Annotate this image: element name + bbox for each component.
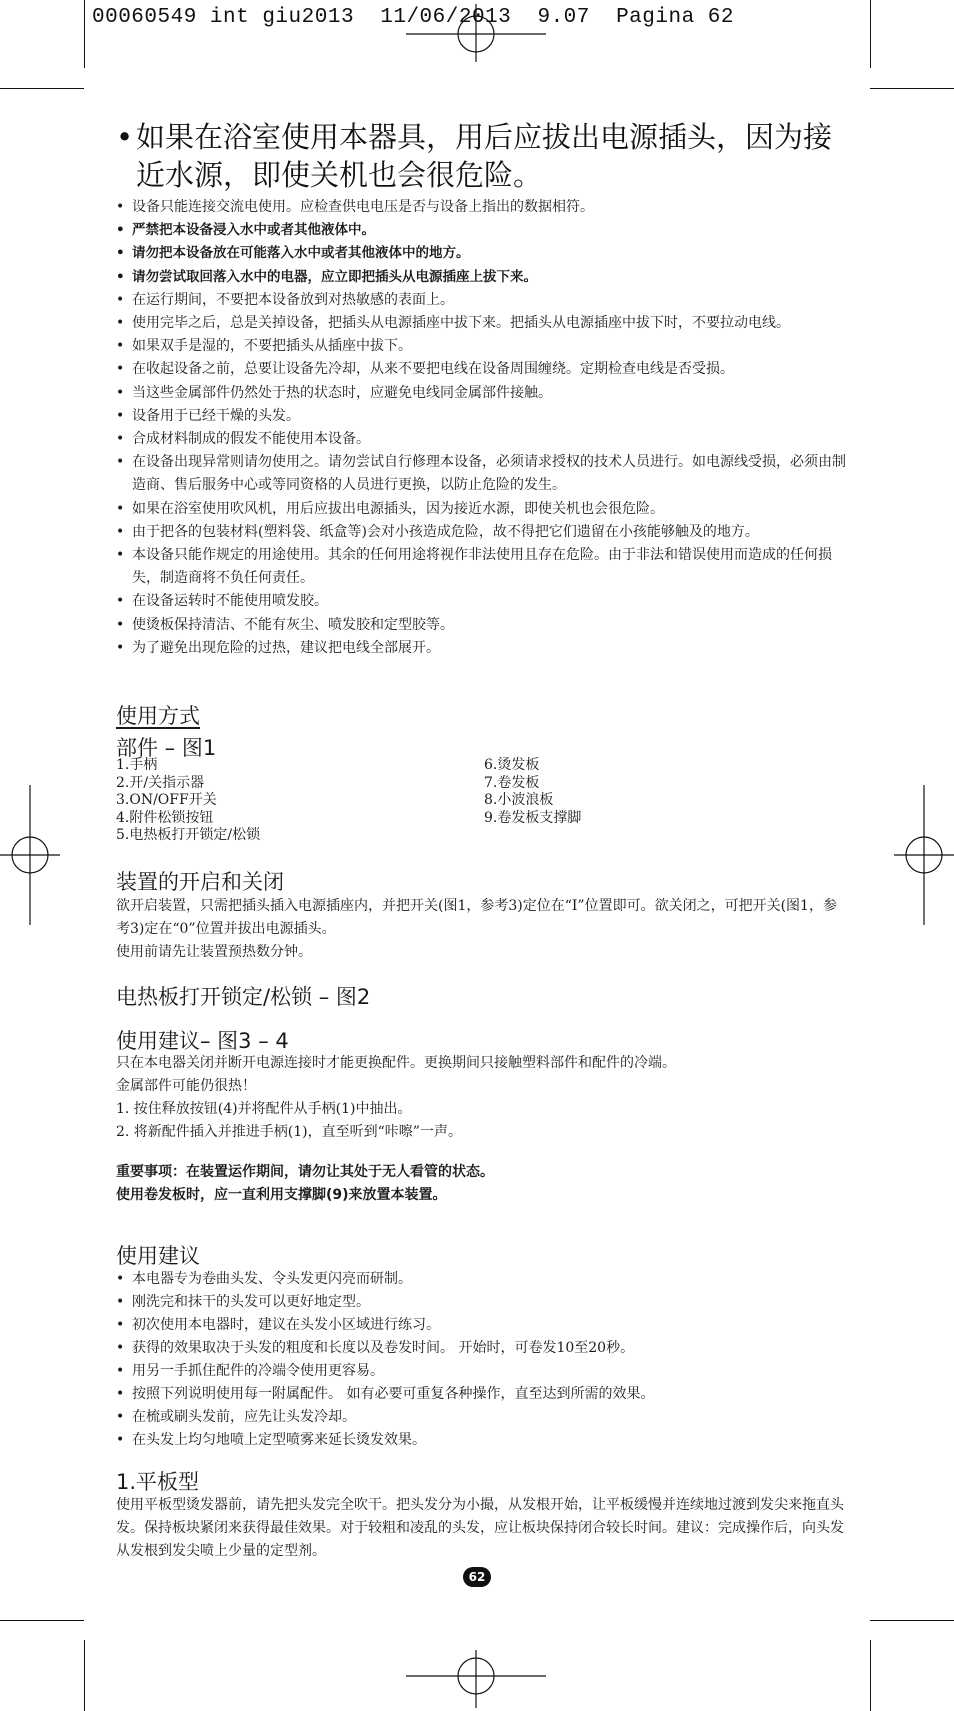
crop-mark [84, 1640, 85, 1711]
headline-text: 如果在浴室使用本器具，用后应拔出电源插头，因为接近水源，即使关机也会很危险。 [136, 120, 833, 192]
onoff-text: 欲开启装置，只需把插头插入电源插座内，并把开关(图1，参考3)定位在“I”位置即可。欲关闭之，可把开关(图1，参考3)定在“0”位置并拔出电源插头。 [116, 898, 837, 937]
crop-mark [0, 1620, 84, 1621]
usage-title: 使用方式 [116, 704, 200, 728]
crop-mark [0, 88, 84, 89]
list-item: • 本电器专为卷曲头发、令头发更闪亮而研制。 [116, 1268, 846, 1291]
advice-step: 1. 按住释放按钮(4)并将配件从手柄(1)中抽出。 [116, 1101, 412, 1117]
list-item: • 合成材料制成的假发不能使用本设备。 [116, 428, 846, 451]
list-item: • 按照下列说明使用每一附属配件。 如有必要可重复各种操作，直至达到所需的效果。 [116, 1383, 846, 1406]
list-item: • 在设备出现异常则请勿使用之。请勿尝试自行修理本设备，必须请求授权的技术人员进行。如电源线受损，必须由制造商、售后服务中心或等同资格的人员进行更换，以防止危险的发生。 [116, 451, 846, 497]
registration-mark-bottom [406, 1650, 546, 1711]
crop-mark [870, 88, 954, 89]
list-item: 9.卷发板支撑脚 [484, 809, 582, 826]
printer-slug: 00060549 int giu2013 11/06/2013 9.07 Pagina 62 [92, 6, 735, 29]
tips-title: 使用建议 [116, 1244, 200, 1268]
headline-bullet: • [116, 120, 134, 154]
list-item: • 使用完毕之后，总是关掉设备，把插头从电源插座中拔下来。把插头从电源插座中拔下时，不要拉动电线。 [116, 312, 846, 335]
flat-iron-title: 1.平板型 [116, 1470, 200, 1494]
list-item: 3.ON/OFF开关 [116, 792, 217, 808]
list-item: 5.电热板打开锁定/松锁 [116, 827, 261, 843]
list-item: 4.附件松锁按钮 [116, 809, 214, 826]
list-item: • 当这些金属部件仍然处于热的状态时，应避免电线同金属部件接触。 [116, 382, 846, 405]
list-item: • 在收起设备之前，总要让设备先冷却，从来不要把电线在设备周围缠绕。定期检查电线是否受损。 [116, 358, 846, 381]
list-item: • 严禁把本设备浸入水中或者其他液体中。 [116, 219, 846, 242]
list-item: • 使烫板保持清洁、不能有灰尘、喷发胶和定型胶等。 [116, 614, 846, 637]
list-item: • 在设备运转时不能使用喷发胶。 [116, 590, 846, 613]
list-item: • 初次使用本电器时，建议在头发小区域进行练习。 [116, 1314, 846, 1337]
crop-mark [870, 1620, 954, 1621]
important-note: 使用卷发板时，应一直利用支撑脚(9)来放置本装置。 [116, 1187, 447, 1203]
list-item: • 如果在浴室使用吹风机，用后应拔出电源插头，因为接近水源，即使关机也会很危险。 [116, 498, 846, 521]
list-item: • 为了避免出现危险的过热，建议把电线全部展开。 [116, 637, 846, 660]
safety-warnings-list [116, 196, 846, 660]
list-item: • 在梳或刷头发前，应先让头发冷却。 [116, 1406, 846, 1429]
list-item: • 本设备只能作规定的用途使用。其余的任何用途将视作非法使用且存在危险。由于非法和错误使用而造成的任何损失，制造商将不负任何责任。 [116, 544, 846, 590]
list-item: • 请勿尝试取回落入水中的电器，应立即把插头从电源插座上拔下来。 [116, 266, 846, 289]
list-item: 7.卷发板 [484, 774, 540, 791]
advice-step: 2. 将新配件插入并推进手柄(1)，直至听到“咔嚓”一声。 [116, 1124, 462, 1140]
important-note: 重要事项：在装置运作期间，请勿让其处于无人看管的状态。 [116, 1164, 494, 1180]
parts-list-right [484, 757, 824, 827]
list-item: 6.烫发板 [484, 757, 540, 773]
headline-warning [116, 118, 836, 194]
list-item: 8.小波浪板 [484, 792, 554, 808]
crop-mark [870, 1640, 871, 1711]
list-item: • 设备用于已经干燥的头发。 [116, 405, 846, 428]
flat-iron-text: 使用平板型烫发器前，请先把头发完全吹干。把头发分为小撮，从发根开始，让平板缓慢并连续地过渡到发尖来拖直头发。保持板块紧闭来获得最佳效果。对于较粗和凌乱的头发，应让板块保持闭合较长时间。建议：完成操作后，向头发从发根到发尖喷上少量的定型剂。 [116, 1497, 844, 1559]
registration-mark-top [406, 0, 546, 66]
parts-title: 部件 – 图1 [116, 736, 217, 760]
parts-list-left [116, 757, 456, 845]
list-item: • 刚洗完和抹干的头发可以更好地定型。 [116, 1291, 846, 1314]
list-item: 1.手柄 [116, 757, 158, 773]
list-item: • 由于把各的包装材料(塑料袋、纸盒等)会对小孩造成危险，故不得把它们遗留在小孩能够触及的地方。 [116, 521, 846, 544]
registration-mark-left [0, 785, 62, 925]
advice-hot-warning: 金属部件可能仍很热！ [116, 1078, 256, 1094]
onoff-preheat-text: 使用前请先让装置预热数分钟。 [116, 944, 312, 960]
list-item: • 在头发上均匀地喷上定型喷雾来延长烫发效果。 [116, 1429, 846, 1452]
list-item: • 用另一手抓住配件的冷端令使用更容易。 [116, 1360, 846, 1383]
registration-mark-right [892, 785, 954, 925]
list-item: 2.开/关指示器 [116, 774, 205, 791]
crop-mark [84, 0, 85, 68]
lock-title: 电热板打开锁定/松锁 – 图2 [116, 985, 371, 1009]
advice-title: 使用建议– 图3 – 4 [116, 1029, 289, 1053]
crop-mark [870, 0, 871, 68]
onoff-title: 装置的开启和关闭 [116, 870, 284, 894]
list-item: • 设备只能连接交流电使用。应检查供电电压是否与设备上指出的数据相符。 [116, 196, 846, 219]
list-item: • 在运行期间，不要把本设备放到对热敏感的表面上。 [116, 289, 846, 312]
tips-list [116, 1268, 846, 1452]
advice-text: 只在本电器关闭并断开电源连接时才能更换配件。更换期间只接触塑料部件和配件的冷端。 [116, 1055, 676, 1071]
page-number: 62 [463, 1567, 491, 1587]
list-item: • 获得的效果取决于头发的粗度和长度以及卷发时间。 开始时，可卷发10至20秒。 [116, 1337, 846, 1360]
list-item: • 请勿把本设备放在可能落入水中或者其他液体中的地方。 [116, 242, 846, 265]
list-item: • 如果双手是湿的，不要把插头从插座中拔下。 [116, 335, 846, 358]
